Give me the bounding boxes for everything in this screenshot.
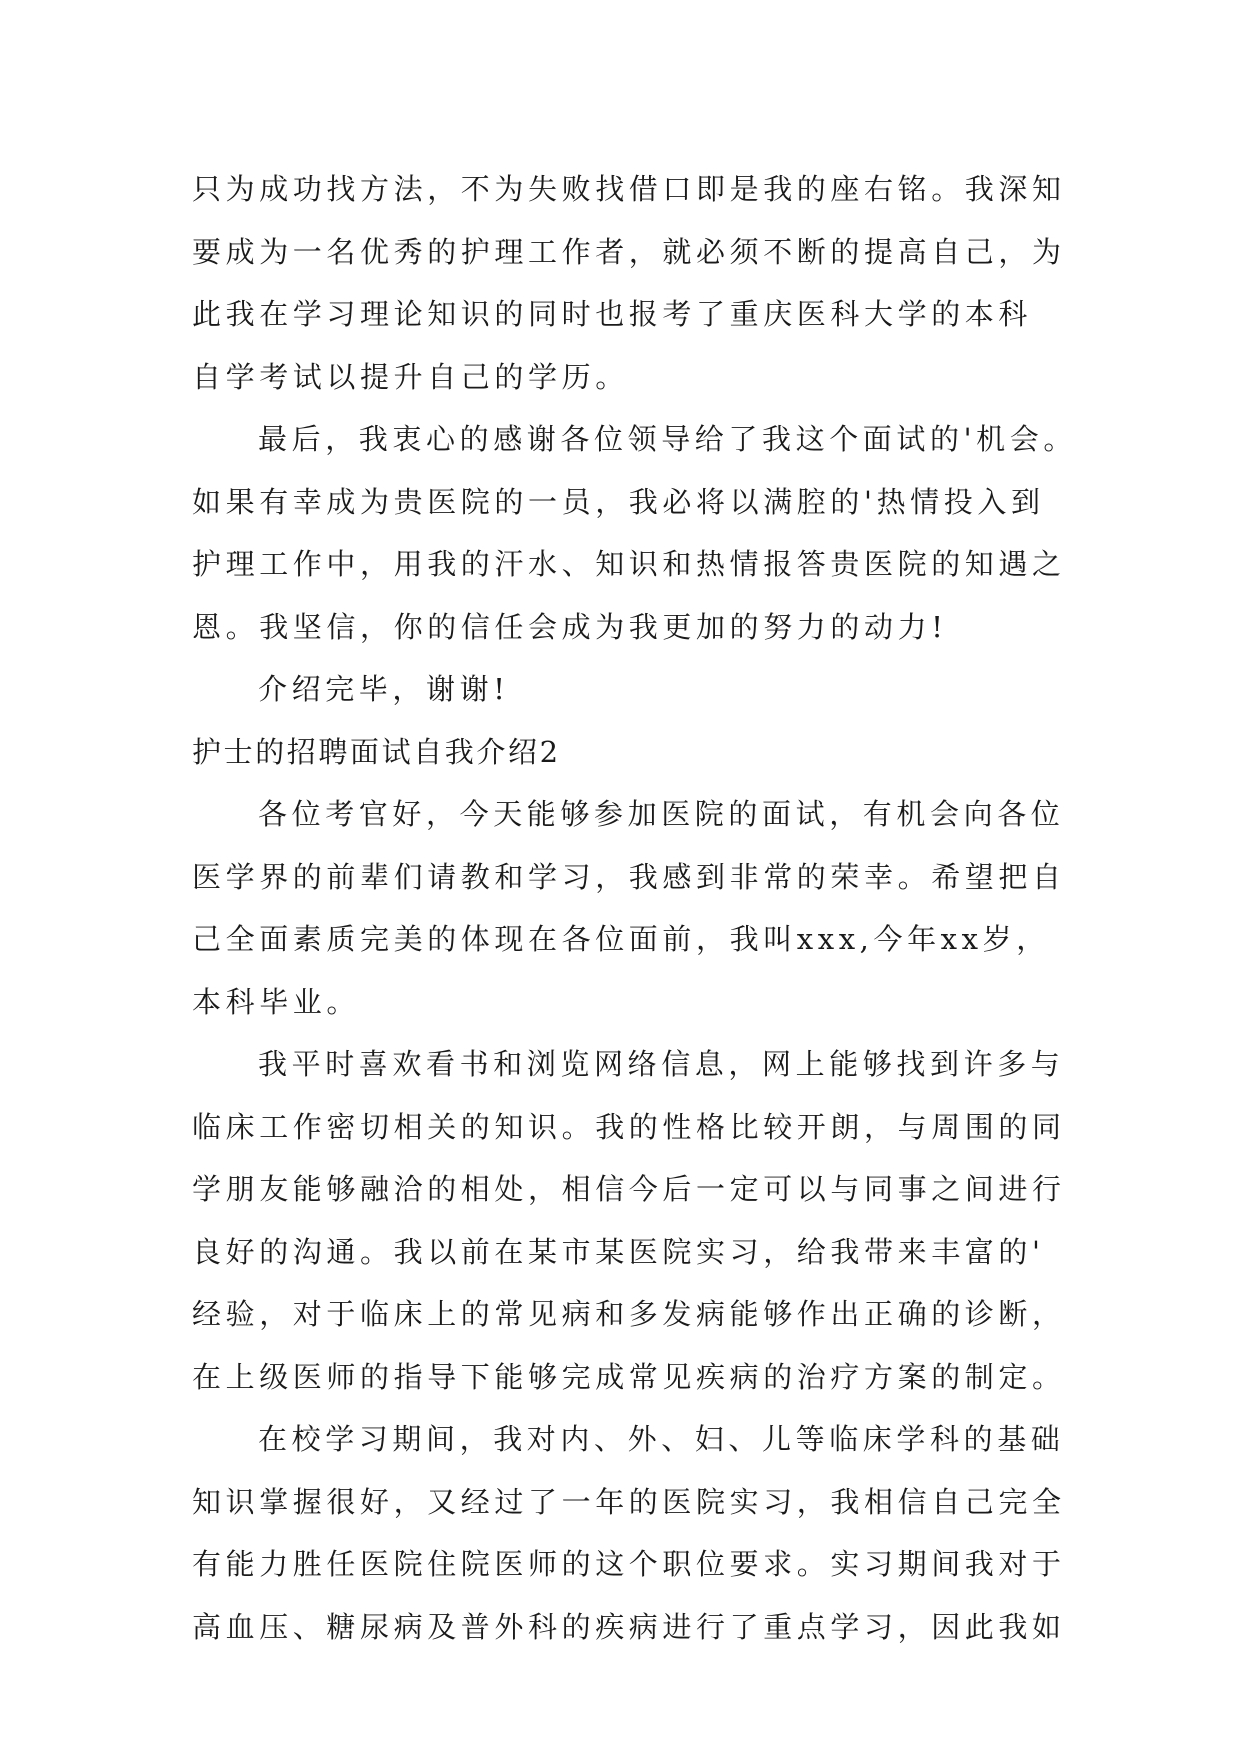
paragraph-line: 我平时喜欢看书和浏览网络信息，网上能够找到许多与 <box>258 1047 1065 1081</box>
paragraph-line: 有能力胜任医院住院医师的这个职位要求。实习期间我对于 <box>192 1547 1066 1581</box>
paragraph-line: 恩。我坚信，你的信任会成为我更加的努力的动力! <box>192 609 948 644</box>
paragraph-line: 要成为一名优秀的护理工作者，就必须不断的提高自己，为 <box>192 234 1066 269</box>
paragraph-line: 在上级医师的指导下能够完成常见疾病的治疗方案的制定。 <box>192 1359 1066 1394</box>
paragraph-line: 各位考官好，今天能够参加医院的面试，有机会向各位 <box>258 797 1065 831</box>
paragraph-line: 本科毕业。 <box>192 984 361 1019</box>
paragraph-line: 自学考试以提升自己的学历。 <box>192 359 629 394</box>
paragraph-line: 经验，对于临床上的常见病和多发病能够作出正确的诊断， <box>192 1297 1066 1331</box>
paragraph-line: 己全面素质完美的体现在各位面前，我叫xxx,今年xx岁， <box>192 922 1050 956</box>
paragraph-line: 学朋友能够融洽的相处，相信今后一定可以与同事之间进行 <box>192 1172 1066 1206</box>
paragraph-line: 临床工作密切相关的知识。我的性格比较开朗，与周围的同 <box>192 1109 1066 1144</box>
paragraph-line: 此我在学习理论知识的同时也报考了重庆医科大学的本科 <box>192 297 1033 331</box>
paragraph-line: 护理工作中，用我的汗水、知识和热情报答贵医院的知遇之 <box>192 547 1066 581</box>
paragraph-line: 医学界的前辈们请教和学习，我感到非常的荣幸。希望把自 <box>192 859 1066 894</box>
section-heading: 护士的招聘面试自我介绍2 <box>192 734 561 769</box>
paragraph-line: 知识掌握很好，又经过了一年的医院实习，我相信自己完全 <box>192 1484 1066 1519</box>
paragraph-line: 在校学习期间，我对内、外、妇、儿等临床学科的基础 <box>258 1422 1065 1456</box>
document-body <box>192 158 1077 1658</box>
paragraph-line: 介绍完毕，谢谢! <box>258 672 510 706</box>
paragraph-line: 最后，我衷心的感谢各位领导给了我这个面试的'机会。 <box>258 422 1077 456</box>
paragraph-line: 如果有幸成为贵医院的一员，我必将以满腔的'热情投入到 <box>192 484 1045 519</box>
paragraph-line: 良好的沟通。我以前在某市某医院实习，给我带来丰富的' <box>192 1234 1045 1269</box>
paragraph-line: 只为成功找方法，不为失败找借口即是我的座右铭。我深知 <box>192 172 1066 206</box>
paragraph-line: 高血压、糖尿病及普外科的疾病进行了重点学习，因此我如 <box>192 1609 1066 1644</box>
